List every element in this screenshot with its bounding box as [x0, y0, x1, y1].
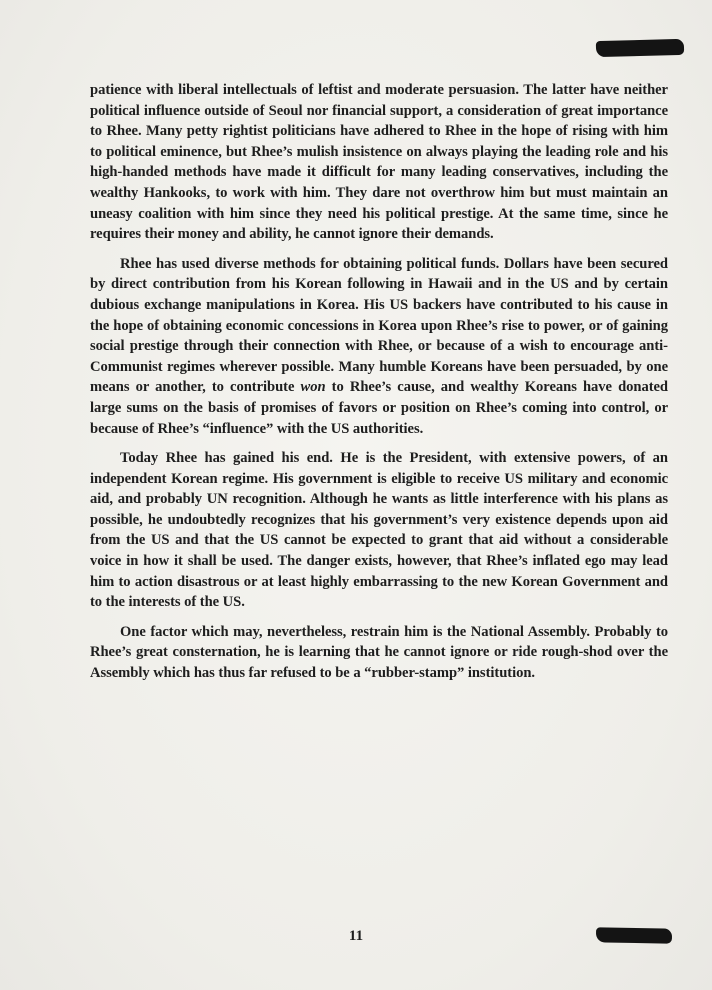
paragraph-4-text: One factor which may, nevertheless, restrain him is the National Assembly. Probably to Rhee’s great consternation, he is learning that he cannot ignore or ride rough-shod over the Assembly which has thus far refused to be a “rubber-stamp” institution. [90, 623, 668, 682]
paragraph-2 [90, 254, 668, 439]
redaction-mark-top [596, 39, 684, 57]
page-number: 11 [348, 928, 364, 944]
paragraph-3 [90, 448, 668, 613]
redaction-mark-bottom [596, 927, 672, 943]
paragraph-4 [90, 622, 668, 684]
paragraph-3-text: Today Rhee has gained his end. He is the President, with extensive powers, of an independent Korean regime. His government is eligible to receive US military and economic aid, and probably UN recognition. Although he wants as little interference with his plans as possible, he undoubtedly recognizes that his government’s very existence depends upon aid from the US and that the US cannot be expected to grant that aid without a considerable voice in how it shall be used. The danger exists, however, that Rhee’s inflated ego may lead him to action disastrous or at least highly embarrassing to the new Korean Government and to the interests of the US. [90, 450, 668, 611]
body-text [90, 80, 668, 693]
paragraph-2-text-end: to Rhee’s cause, and wealthy Koreans have donated large sums on the basis of promises of favors or position on Rhee’s coming into control, or because of Rhee’s “influence” with the US authorities. [90, 379, 669, 437]
paragraph-2-text-start: Rhee has used diverse methods for obtaining political funds. Dollars have been secured by direct contribution from his Korean following in Hawaii and in the US and by certain dubious exchange manipulations in Korea. His US backers have contributed to his cause in the hope of obtaining economic concessions in Korea upon Rhee’s rise to power, or of gaining social prestige through their connection with Rhee, or because of a wish to encourage anti-Communist regimes wherever possible. Many humble Koreans have been persuaded, by one means or another, to contribute [90, 255, 668, 396]
paragraph-2-italic-word: won [300, 379, 326, 396]
paragraph-1 [90, 80, 668, 245]
paragraph-1-text: patience with liberal intellectuals of leftist and moderate persuasion. The latter have neither political influence outside of Seoul nor financial support, a consideration of great importance to Rhee. Many petty rightist politicians have adhered to Rhee in the hope of rising with him to political eminence, but Rhee’s mulish insistence on always playing the leading role and his high-handed methods have made it difficult for many leading conservatives, including the wealthy Hankooks, to work with him. They dare not overthrow him but must maintain an uneasy coalition with him since they need his political prestige. At the same time, since he requires their money and ability, he cannot ignore their demands. [90, 82, 668, 243]
